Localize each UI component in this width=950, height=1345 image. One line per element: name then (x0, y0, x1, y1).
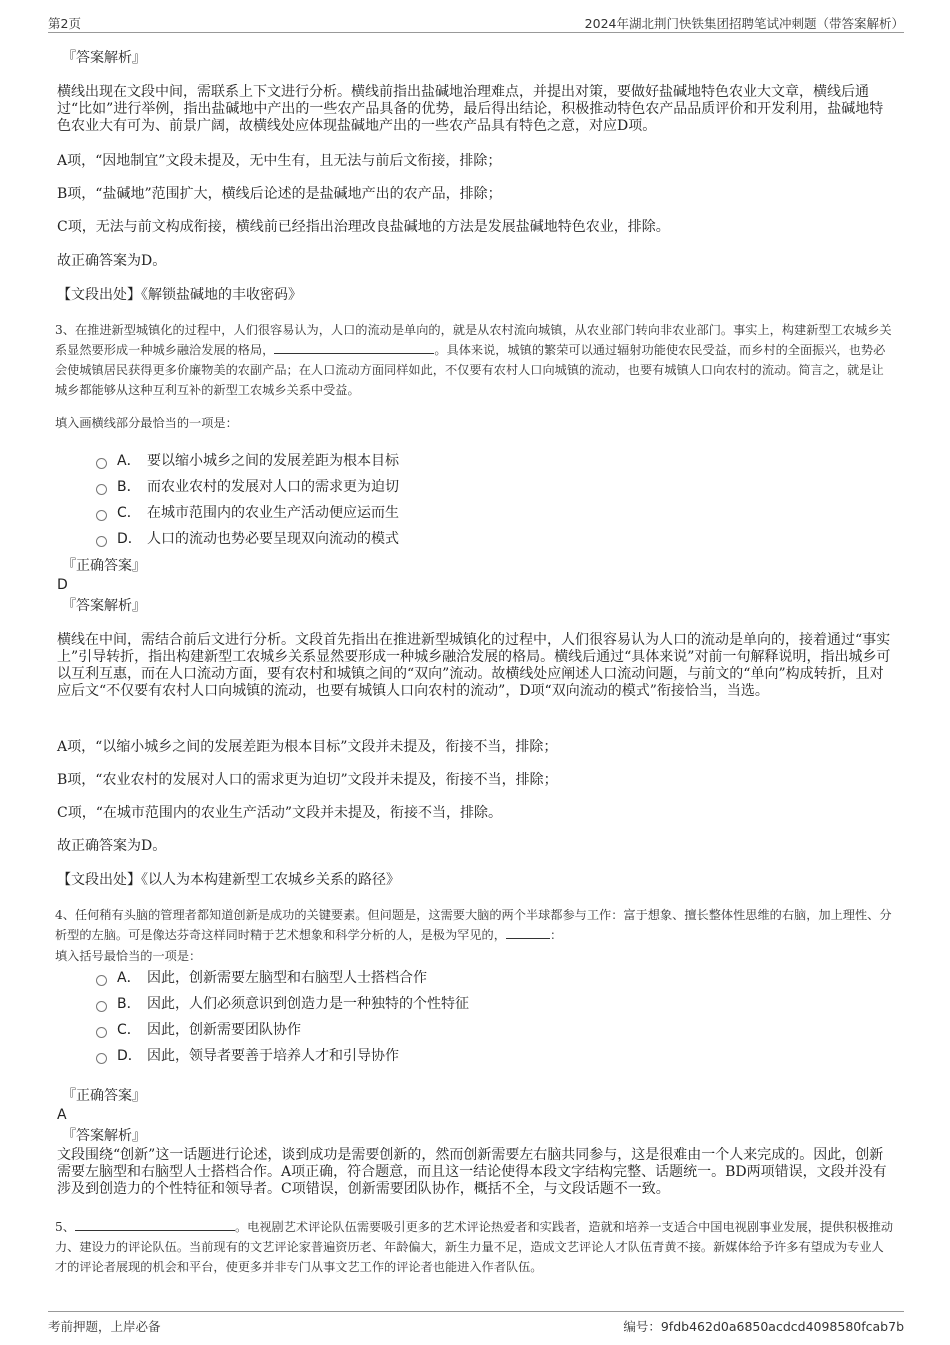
q4-answer: A (57, 1107, 67, 1123)
q3-option-a[interactable]: A． 要以缩小城乡之间的发展差距为根本目标 (96, 452, 399, 470)
q4-option-c[interactable]: C． 因此，创新需要团队协作 (96, 1021, 301, 1039)
q2-explanation-a: A项，“因地制宜”文段未提及，无中生有，且无法与前后文衔接，排除； (57, 153, 502, 169)
q2-conclusion: 故正确答案为D。 (57, 253, 167, 269)
page-header (48, 12, 904, 33)
q3-explanation-b: B项，“农业农村的发展对人口的需求更为迫切”文段并未提及，衔接不当，排除； (57, 772, 558, 788)
q4-option-a[interactable]: A． 因此，创新需要左脑型和右脑型人士搭档合作 (96, 969, 427, 987)
q3-stem: 3、在推进新型城镇化的过程中，人们很容易认为，人口的流动是单向的，就是从农村流向城镇，从农业部门转向非农业部门。事实上，构建新型工农城乡关系显然要形成一种城乡融洽发展的格局， 。具体来说，城镇的繁荣可以通过辐射功能使农民受益，而乡村的全面振兴，也势必会使城镇居民获得更多价廉物美的农副产品；在人口流动方面同样如此，不仅要有农村人口向城镇的流动，也要有城镇人口向农村的流动。简言之，就是让城乡都能够从这种互利互补的新型工农城乡关系中受益。 (55, 323, 892, 397)
q3-analysis-text: 横线在中间，需结合前后文进行分析。文段首先指出在推进新型城镇化的过程中，人们很容易认为人口的流动是单向的，接着通过“事实上”引导转折，指出构建新型工农城乡关系显然要形成一种城乡融洽发展的格局。横线后通过“具体来说”对前一句解释说明，指出城乡可以互利互惠，而在人口流动方面，要有农村和城镇之间的“双向”流动。故横线处应阐述人口流动问题，与前文的“单向”构成转折，且对应后文“不仅要有农村人口向城镇的流动，也要有城镇人口向农村的流动”，D项“双向流动的模式”衔接恰当，当选。 (57, 632, 891, 699)
q3-explanation-c: C项，“在城市范围内的农业生产活动”文段并未提及，衔接不当，排除。 (57, 805, 503, 821)
q4-option-b[interactable]: B． 因此，人们必须意识到创造力是一种独特的个性特征 (96, 995, 469, 1013)
document-id: 编号：9fdb462d0a6850acdcd4098580fcab7b (623, 1319, 904, 1334)
q3-prompt: 填入画横线部分最恰当的一项是： (55, 416, 238, 430)
q4-option-d[interactable]: D． 因此，领导者要善于培养人才和引导协作 (96, 1047, 399, 1065)
document-title: 2024年湖北荆门快铁集团招聘笔试冲刺题（带答案解析） (584, 16, 904, 31)
q3-blank (274, 341, 434, 354)
q3-source: 【文段出处】《以人为本构建新型工农城乡关系的路径》 (57, 872, 400, 888)
radio-button-icon[interactable] (96, 510, 107, 521)
q2-explanation-b: B项，“盐碱地”范围扩大，横线后论述的是盐碱地产出的农产品，排除； (57, 186, 502, 202)
radio-button-icon[interactable] (96, 1001, 107, 1012)
q4-answer-label: 『正确答案』 (62, 1088, 146, 1104)
q5-blank (75, 1218, 235, 1231)
page-number: 第2页 (48, 16, 81, 31)
q3-analysis-label: 『答案解析』 (62, 598, 146, 614)
radio-button-icon[interactable] (96, 458, 107, 469)
q3-conclusion: 故正确答案为D。 (57, 838, 167, 854)
q4-stem: 4、任何稍有头脑的管理者都知道创新是成功的关键要素。但问题是，这需要大脑的两个半球都参与工作：富于想象、擅长整体性思维的右脑，加上理性、分析型的左脑。可是像达芬奇这样同时精于艺术想象和科学分析的人，是极为罕见的， ： (55, 908, 892, 942)
radio-button-icon[interactable] (96, 1053, 107, 1064)
q2-analysis-text: 横线出现在文段中间，需联系上下文进行分析。横线前指出盐碱地治理难点，并提出对策，要做好盐碱地特色农业大文章，横线后通过“比如”进行举例，指出盐碱地中产出的一些农产品具备的优势，最后得出结论，积极推动特色农产品品质评价和开发利用，盐碱地特色农业大有可为、前景广阔，故横线处应体现盐碱地产出的一些农产品具有特色之意，对应D项。 (57, 84, 884, 134)
q4-blank (506, 926, 550, 939)
q2-source: 【文段出处】《解锁盐碱地的丰收密码》 (57, 287, 302, 303)
q4-analysis-label: 『答案解析』 (62, 1128, 146, 1144)
footer-slogan: 考前押题，上岸必备 (48, 1319, 161, 1334)
radio-button-icon[interactable] (96, 536, 107, 547)
q3-option-c[interactable]: C． 在城市范围内的农业生产活动便应运而生 (96, 504, 399, 522)
radio-button-icon[interactable] (96, 975, 107, 986)
q2-explanation-c: C项，无法与前文构成衔接，横线前已经指出治理改良盐碱地的方法是发展盐碱地特色农业，排除。 (57, 219, 670, 235)
q4-analysis-text: 文段围绕“创新”这一话题进行论述，谈到成功是需要创新的，然而创新需要左右脑共同参与，这是很难由一个人来完成的。因此，创新需要左脑型和右脑型人士搭档合作。A项正确，符合题意，而且这一结论使得本段文字结构完整、话题统一。BD两项错误，文段并没有涉及到创造力的个性特征和领导者。C项错误，创新需要团队协作，概括不全，与文段话题不一致。 (57, 1147, 887, 1197)
q3-explanation-a: A项，“以缩小城乡之间的发展差距为根本目标”文段并未提及，衔接不当，排除； (57, 739, 558, 755)
q3-answer: D (57, 577, 68, 593)
q4-prompt: 填入括号最恰当的一项是： (55, 949, 202, 963)
radio-button-icon[interactable] (96, 1027, 107, 1038)
radio-button-icon[interactable] (96, 484, 107, 495)
q2-analysis-label: 『答案解析』 (62, 50, 146, 66)
q3-answer-label: 『正确答案』 (62, 558, 146, 574)
q3-option-d[interactable]: D． 人口的流动也势必要呈现双向流动的模式 (96, 530, 399, 548)
page-footer (48, 1311, 904, 1334)
q5-stem: 5、 。电视剧艺术评论队伍需要吸引更多的艺术评论热爱者和实践者，造就和培养一支适合中国电视剧事业发展，提供积极推动力、建设力的评论队伍。当前现有的文艺评论家普遍资历老、年龄偏大，新生力量不足，造成文艺评论人才队伍青黄不接。新媒体给予许多有望成为专业人才的评论者展现的机会和平台，使更多并非专门从事文艺工作的评论者也能进入作者队伍。 (55, 1220, 894, 1274)
q3-option-b[interactable]: B． 而农业农村的发展对人口的需求更为迫切 (96, 478, 399, 496)
